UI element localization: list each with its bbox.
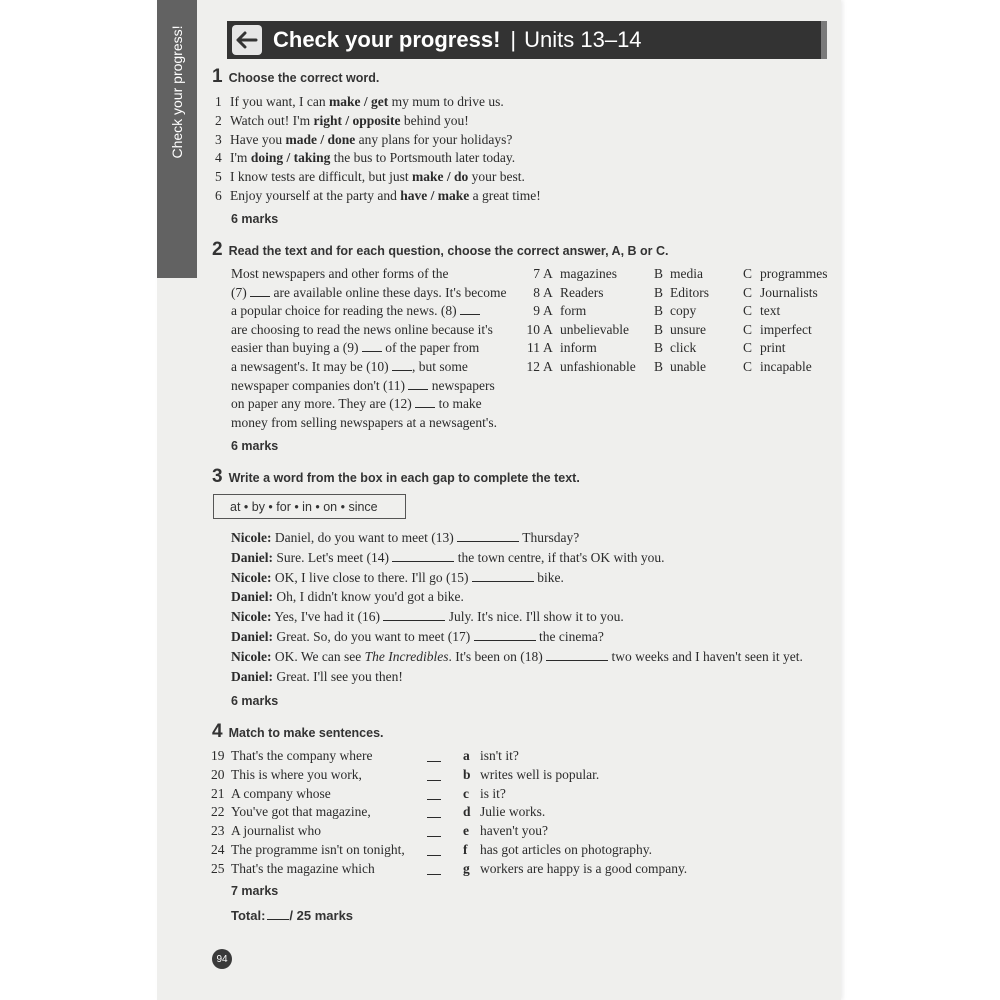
passage-line — [231, 378, 495, 394]
match-left-item — [211, 767, 362, 783]
option-number: 9 — [533, 303, 540, 319]
item-text: You've got that magazine, — [231, 804, 371, 820]
question-text: behind you! — [400, 112, 469, 128]
dialogue-line — [231, 589, 464, 605]
speaker-name: Daniel: — [231, 549, 273, 565]
item-letter: e — [463, 823, 469, 839]
word-choice[interactable]: doing / taking — [250, 150, 331, 166]
option-c[interactable]: programmes — [760, 266, 828, 281]
dialogue-text: Oh, I didn't know you'd got a bike. — [273, 589, 464, 605]
answer-gap[interactable] — [546, 649, 608, 661]
dialogue-line — [231, 649, 803, 665]
match-left-item — [211, 748, 373, 764]
dialogue-text: the cinema? — [535, 629, 604, 644]
option-number: 12 — [526, 359, 540, 374]
section-4-heading — [212, 721, 384, 743]
match-answer-gap[interactable] — [427, 788, 441, 800]
passage-text: a popular choice for reading the news. (8) — [231, 303, 457, 319]
answer-gap[interactable] — [415, 396, 435, 408]
question-number: 5 — [215, 169, 222, 185]
match-right-item — [463, 842, 652, 858]
speaker-name: Nicole: — [231, 648, 272, 664]
item-letter: c — [463, 785, 469, 801]
header-units: Units 13–14 — [524, 27, 642, 52]
question-text: If you want, I can — [230, 94, 329, 109]
option-letter-c: C — [743, 303, 753, 319]
speaker-name: Nicole: — [231, 530, 272, 545]
dialogue-text: OK. We can see — [271, 648, 365, 664]
option-a[interactable]: Readers — [560, 284, 604, 300]
option-letter-b: B — [654, 321, 664, 337]
option-letter-a: A — [543, 266, 553, 281]
option-a[interactable]: inform — [560, 340, 597, 356]
passage-text: are available online these days. It's become — [270, 284, 507, 300]
section-instruction: Write a word from the box in each gap to complete the text. — [228, 471, 580, 485]
word-choice[interactable]: make / get — [328, 94, 389, 109]
answer-gap[interactable] — [408, 378, 428, 390]
dialogue-text: bike. — [533, 569, 564, 585]
passage-text: to make — [435, 396, 482, 412]
option-number: 10 — [526, 321, 540, 337]
passage-line — [231, 415, 497, 431]
passage-text: easier than buying a (9) — [231, 340, 359, 356]
answer-gap[interactable] — [392, 359, 412, 371]
section-number: 2 — [212, 239, 223, 260]
item-text: writes well is popular. — [480, 766, 600, 782]
match-left-item — [211, 861, 375, 877]
option-letter-c: C — [743, 321, 753, 337]
dialogue-text: two weeks and I haven't seen it yet. — [608, 648, 803, 664]
option-letter-b: B — [654, 266, 664, 281]
match-left-item — [211, 823, 321, 839]
passage-line — [231, 303, 480, 319]
section-number: 1 — [212, 66, 223, 87]
passage-text: newspaper companies don't (11) — [231, 377, 406, 393]
item-text: haven't you? — [480, 823, 549, 839]
option-number: 8 — [533, 284, 540, 300]
section-1-marks: 6 marks — [231, 212, 279, 226]
option-letter-c: C — [743, 266, 753, 281]
option-a[interactable]: form — [560, 303, 587, 319]
option-letter-b: B — [654, 340, 664, 356]
match-right-item — [463, 823, 548, 839]
question-text: I know tests are difficult, but just — [230, 169, 412, 185]
item-text: That's the company where — [231, 748, 373, 763]
dialogue-line — [231, 550, 665, 566]
word-choice[interactable]: made / done — [285, 131, 356, 147]
item-number: 25 — [211, 860, 225, 876]
header-bar — [227, 21, 827, 59]
item-number: 21 — [211, 785, 225, 801]
passage-line — [231, 359, 468, 375]
match-right-item — [463, 786, 506, 802]
answer-gap[interactable] — [392, 550, 454, 562]
section-2-marks: 6 marks — [231, 439, 279, 453]
passage-line — [231, 340, 479, 356]
item-text: That's the magazine which — [231, 860, 375, 876]
item-number: 22 — [211, 804, 225, 820]
word-box: at • by • for • in • on • since — [213, 494, 406, 519]
option-letter-a: A — [543, 340, 553, 356]
question-text: the bus to Portsmouth later today. — [330, 150, 516, 166]
match-right-item — [463, 767, 599, 783]
answer-gap[interactable] — [362, 340, 382, 352]
item-text: The programme isn't on tonight, — [231, 842, 405, 857]
question-number: 1 — [215, 94, 222, 109]
film-title: The Incredibles — [364, 648, 449, 664]
item-number: 20 — [211, 766, 225, 782]
option-c[interactable]: Journalists — [760, 284, 818, 300]
back-arrow-button[interactable] — [232, 25, 262, 55]
question-item — [215, 94, 504, 110]
passage-text: of the paper from — [381, 340, 480, 356]
passage-text: newspapers — [428, 377, 495, 393]
option-letter-b: B — [654, 359, 664, 374]
left-arrow-icon — [236, 31, 258, 49]
item-number: 24 — [211, 842, 225, 857]
dialogue-text: Thursday? — [519, 530, 580, 545]
question-number: 4 — [215, 150, 222, 166]
option-letter-a: A — [543, 359, 553, 374]
option-letter-a: A — [543, 303, 553, 319]
passage-text: , but some — [412, 359, 468, 374]
question-number: 3 — [215, 131, 222, 147]
section-instruction: Read the text and for each question, choose the correct answer, A, B or C. — [228, 244, 669, 258]
option-b[interactable]: copy — [670, 303, 697, 319]
answer-gap[interactable] — [460, 303, 480, 315]
match-answer-gap[interactable] — [427, 825, 441, 837]
answer-gap[interactable] — [457, 530, 519, 542]
item-letter: f — [463, 842, 468, 857]
passage-text: Most newspapers and other forms of the — [231, 266, 449, 281]
question-text: I'm — [230, 150, 251, 166]
dialogue-line — [231, 570, 564, 586]
option-number: 7 — [533, 266, 540, 281]
passage-text: on paper any more. They are (12) — [231, 396, 412, 412]
option-letter-a: A — [543, 321, 553, 337]
option-c[interactable]: text — [760, 303, 781, 319]
question-text: any plans for your holidays? — [355, 131, 513, 147]
passage-text: money from selling newspapers at a newsagent's. — [231, 414, 497, 430]
item-letter: a — [463, 748, 470, 763]
passage-text: are choosing to read the news online because it's — [231, 321, 493, 337]
header-separator: | — [510, 27, 517, 52]
match-left-item — [211, 842, 405, 858]
question-text: Enjoy yourself at the party and — [230, 188, 401, 203]
item-text: This is where you work, — [231, 766, 362, 782]
section-number: 3 — [212, 466, 223, 487]
question-text: Have you — [230, 131, 286, 147]
question-item — [215, 150, 515, 166]
item-text: workers are happy is a good company. — [480, 860, 688, 876]
section-number: 4 — [212, 721, 223, 742]
match-answer-gap[interactable] — [427, 750, 441, 762]
question-text: your best. — [468, 169, 525, 185]
answer-gap[interactable] — [250, 285, 270, 297]
item-letter: d — [463, 804, 471, 820]
word-choice[interactable]: right / opposite — [313, 112, 401, 128]
question-text: my mum to drive us. — [388, 94, 504, 109]
question-number: 2 — [215, 112, 222, 128]
dialogue-line — [231, 629, 604, 645]
side-tab-label: Check your progress! — [169, 25, 185, 159]
question-text: Watch out! I'm — [230, 112, 314, 128]
match-left-item — [211, 804, 371, 820]
passage-line — [231, 396, 482, 412]
option-a[interactable]: unfashionable — [560, 359, 636, 374]
dialogue-text: the town centre, if that's OK with you. — [454, 549, 665, 565]
section-3-heading — [212, 466, 580, 488]
option-letter-c: C — [743, 340, 753, 356]
passage-line — [231, 322, 493, 338]
section-instruction: Choose the correct word. — [228, 71, 380, 85]
option-letter-b: B — [654, 303, 664, 319]
speaker-name: Daniel: — [231, 629, 273, 644]
match-right-item — [463, 748, 519, 764]
passage-text: (7) — [231, 284, 247, 300]
item-letter: b — [463, 766, 471, 782]
dialogue-text: Yes, I've had it (16) — [271, 609, 381, 625]
answer-gap[interactable] — [383, 609, 445, 621]
option-c[interactable]: imperfect — [760, 321, 812, 337]
item-number: 19 — [211, 748, 225, 763]
match-left-item — [211, 786, 331, 802]
option-letter-c: C — [743, 284, 753, 300]
total-suffix: / 25 marks — [289, 908, 354, 923]
dialogue-text: Great. So, do you want to meet (17) — [273, 629, 471, 644]
total-score — [231, 908, 353, 923]
option-b[interactable]: click — [670, 340, 697, 356]
answer-gap[interactable] — [474, 629, 536, 641]
item-number: 23 — [211, 823, 225, 839]
section-instruction: Match to make sentences. — [228, 726, 384, 740]
match-answer-gap[interactable] — [427, 806, 441, 818]
option-b[interactable]: unable — [670, 359, 706, 374]
section-2-heading — [212, 239, 669, 261]
option-a[interactable]: unbelievable — [560, 321, 629, 337]
match-right-item — [463, 804, 545, 820]
dialogue-text: July. It's nice. I'll show it to you. — [445, 609, 624, 625]
question-item — [215, 113, 469, 129]
answer-gap[interactable] — [472, 570, 534, 582]
dialogue-text: OK, I live close to there. I'll go (15) — [271, 569, 469, 585]
item-text: has got articles on photography. — [480, 842, 652, 857]
page-number: 94 — [212, 949, 232, 969]
question-text: a great time! — [469, 188, 541, 203]
item-text: A journalist who — [231, 823, 321, 839]
speaker-name: Daniel: — [231, 668, 273, 684]
dialogue-line — [231, 530, 579, 546]
option-a[interactable]: magazines — [560, 266, 617, 281]
dialogue-text: Sure. Let's meet (14) — [273, 549, 390, 565]
option-number: 11 — [527, 340, 540, 356]
page-title: Check your progress! — [273, 27, 501, 52]
option-c[interactable]: incapable — [760, 359, 812, 374]
option-b[interactable]: Editors — [670, 284, 709, 300]
option-letter-b: B — [654, 284, 664, 300]
option-letter-a: A — [543, 284, 553, 300]
option-b[interactable]: unsure — [670, 321, 706, 337]
dialogue-text: . It's been on (18) — [448, 648, 543, 664]
dialogue-text: Daniel, do you want to meet (13) — [271, 530, 454, 545]
passage-line — [231, 266, 448, 282]
total-label: Total: — [231, 908, 266, 923]
question-item — [215, 188, 541, 204]
question-number: 6 — [215, 188, 222, 203]
question-item — [215, 132, 512, 148]
dialogue-line — [231, 609, 624, 625]
question-item — [215, 169, 525, 185]
speaker-name: Nicole: — [231, 609, 272, 625]
speaker-name: Nicole: — [231, 569, 272, 585]
dialogue-text: Great. I'll see you then! — [273, 668, 403, 684]
item-letter: g — [463, 860, 470, 876]
total-gap[interactable] — [267, 908, 289, 920]
item-text: Julie works. — [480, 804, 546, 820]
passage-line — [231, 285, 506, 301]
option-b[interactable]: media — [670, 266, 703, 281]
match-right-item — [463, 861, 687, 877]
item-text: A company whose — [231, 785, 331, 801]
speaker-name: Daniel: — [231, 589, 273, 605]
item-text: isn't it? — [480, 748, 519, 763]
match-answer-gap[interactable] — [427, 769, 441, 781]
match-answer-gap[interactable] — [427, 844, 441, 856]
section-4-marks: 7 marks — [231, 884, 279, 898]
word-choice[interactable]: make / do — [411, 169, 469, 185]
match-answer-gap[interactable] — [427, 863, 441, 875]
item-text: is it? — [480, 785, 506, 801]
section-3-marks: 6 marks — [231, 694, 279, 708]
section-1-heading — [212, 66, 379, 88]
option-c[interactable]: print — [760, 340, 786, 356]
option-letter-c: C — [743, 359, 753, 374]
word-choice[interactable]: have / make — [400, 188, 470, 203]
dialogue-line — [231, 669, 403, 685]
passage-text: a newsagent's. It may be (10) — [231, 359, 389, 374]
